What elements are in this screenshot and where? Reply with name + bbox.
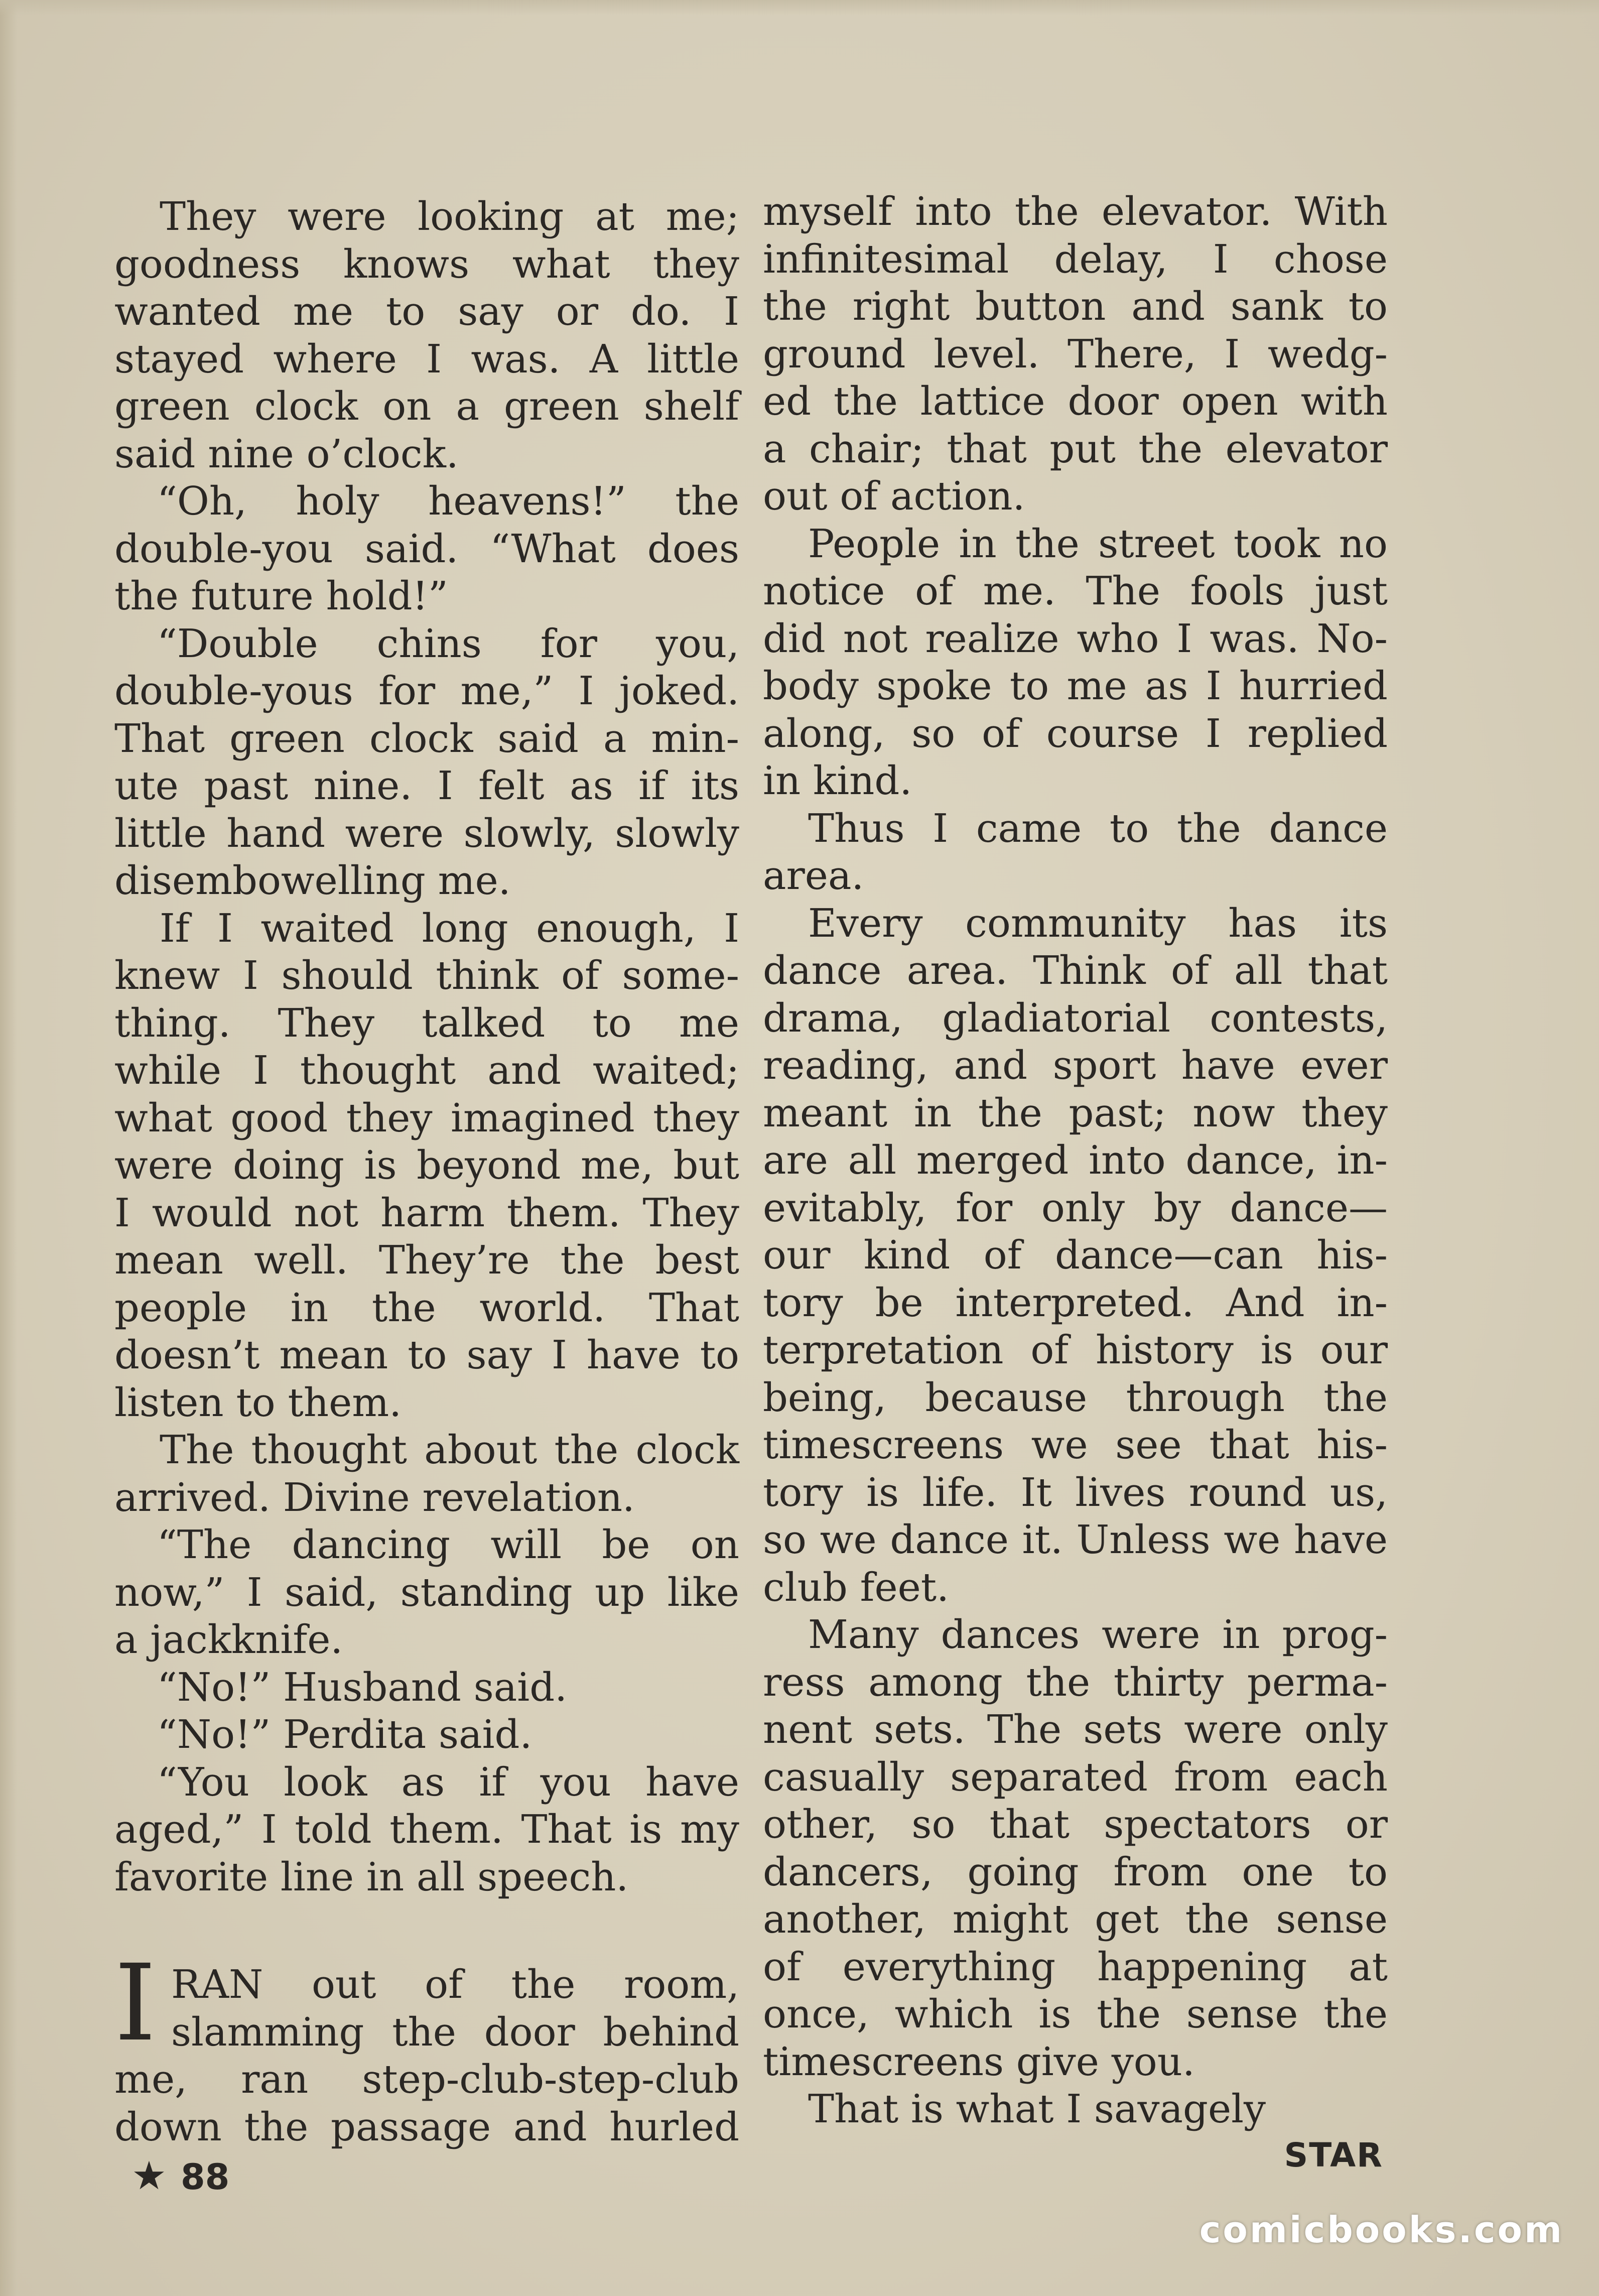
text-line: tory be interpreted. And in- [763, 1280, 1388, 1326]
text-line: a chair; that put the elevator [763, 426, 1388, 472]
page-top-shadow [0, 0, 1599, 15]
text-line: in kind. [763, 758, 912, 804]
text-line: ed the lattice door open with [763, 379, 1388, 424]
text-line: goodness knows what they [114, 241, 739, 287]
text-line: the future hold!” [114, 574, 448, 619]
section-lines [114, 1942, 739, 2151]
text-line: Many dances were in prog- [808, 1612, 1388, 1657]
text-line: terpretation of history is our [763, 1328, 1388, 1373]
text-line: did not realize who I was. No- [763, 616, 1388, 662]
left-text-column [114, 193, 739, 2151]
text-line: timescreens give you. [763, 2039, 1195, 2085]
text-line: “No!” Husband said. [157, 1665, 567, 1710]
text-line: so we dance it. Unless we have [763, 1517, 1388, 1563]
drop-cap: I [114, 1942, 156, 2065]
text-line: If I waited long enough, I [160, 906, 739, 951]
text-line: of everything happening at [763, 1944, 1388, 1990]
page-folio [131, 2153, 229, 2199]
text-line: me, ran step-club-step-club [114, 2057, 739, 2102]
text-line: People in the street took no [808, 521, 1388, 567]
text-line: nent sets. The sets were only [763, 1707, 1388, 1752]
left-column-lines [114, 193, 739, 1901]
text-line: other, so that spectators or [763, 1802, 1388, 1847]
text-line: meant in the past; now they [763, 1090, 1388, 1136]
text-line: Every community has its [808, 901, 1388, 946]
text-line: That is what I savagely [808, 2087, 1266, 2132]
text-line: once, which is the sense the [763, 1992, 1388, 2037]
text-line: dance area. Think of all that [763, 948, 1388, 993]
text-line: what good they imagined they [114, 1095, 739, 1141]
section-break-paragraph [114, 1942, 739, 2151]
text-line: out of action. [763, 474, 1025, 519]
text-line: area. [763, 853, 864, 899]
text-line: myself into the elevator. With [763, 189, 1388, 234]
text-line: ute past nine. I felt as if its [114, 763, 739, 809]
page-edge-shadow [0, 0, 17, 2296]
text-line: favorite line in all speech. [114, 1854, 629, 1900]
text-line: infinitesimal delay, I chose [763, 236, 1388, 282]
text-line: That green clock said a min- [114, 716, 739, 761]
text-line: are all merged into dance, in- [763, 1138, 1388, 1183]
text-line: while I thought and waited; [114, 1048, 739, 1093]
text-line: a jackknife. [114, 1617, 343, 1663]
text-line: along, so of course I replied [763, 711, 1388, 756]
page-number: 88 [180, 2156, 230, 2198]
text-line: wanted me to say or do. I [114, 289, 739, 334]
text-line: down the passage and hurled [114, 2104, 739, 2150]
text-line: said nine o’clock. [114, 431, 459, 477]
running-head: STAR [1284, 2136, 1383, 2175]
text-line: “No!” Perdita said. [157, 1712, 532, 1757]
text-line: doesn’t mean to say I have to [114, 1333, 739, 1378]
text-line: Thus I came to the dance [808, 806, 1388, 851]
text-line: being, because through the [763, 1375, 1388, 1421]
text-line: thing. They talked to me [114, 1000, 739, 1046]
star-icon: ★ [131, 2153, 167, 2199]
text-line: little hand were slowly, slowly [114, 811, 739, 856]
text-line: casually separated from each [763, 1754, 1388, 1800]
text-line: were doing is beyond me, but [114, 1143, 739, 1188]
text-line: people in the world. That [114, 1285, 739, 1331]
text-line: club feet. [763, 1565, 949, 1610]
watermark: comicbooks.com [1199, 2209, 1564, 2251]
text-line: I would not harm them. They [114, 1190, 739, 1236]
text-line: “Oh, holy heavens!” the [157, 479, 739, 524]
text-line: “The dancing will be on [157, 1522, 739, 1568]
text-line: “Double chins for you, [157, 621, 739, 667]
text-line: evitably, for only by dance— [763, 1185, 1388, 1231]
right-text-column [763, 188, 1388, 2133]
text-line: notice of me. The fools just [763, 569, 1388, 614]
text-line: the right button and sank to [763, 284, 1388, 329]
text-line: timescreens we see that his- [763, 1423, 1388, 1468]
text-line: green clock on a green shelf [114, 384, 739, 429]
text-line: “You look as if you have [157, 1759, 739, 1805]
text-line: stayed where I was. A little [114, 336, 739, 382]
text-line: now,” I said, standing up like [114, 1570, 739, 1615]
text-line: ress among the thirty perma- [763, 1660, 1388, 1705]
right-column-lines [763, 188, 1388, 2133]
text-line: RAN out of the room, [171, 1962, 739, 2007]
text-line: body spoke to me as I hurried [763, 664, 1388, 709]
text-line: The thought about the clock [160, 1428, 739, 1473]
text-line: ground level. There, I wedg- [763, 331, 1388, 377]
text-line: slamming the door behind [171, 2009, 739, 2055]
text-line: drama, gladiatorial contests, [763, 995, 1388, 1041]
text-line: arrived. Divine revelation. [114, 1475, 635, 1520]
text-line: double-you said. “What does [114, 526, 739, 572]
text-line: another, might get the sense [763, 1897, 1388, 1942]
text-line: dancers, going from one to [763, 1849, 1388, 1895]
text-line: tory is life. It lives round us, [763, 1470, 1388, 1515]
text-line: listen to them. [114, 1380, 402, 1426]
text-line: double-yous for me,” I joked. [114, 669, 739, 714]
text-line: aged,” I told them. That is my [114, 1807, 739, 1852]
text-line: our kind of dance—can his- [763, 1233, 1388, 1278]
text-line: mean well. They’re the best [114, 1238, 739, 1283]
text-line: reading, and sport have ever [763, 1043, 1388, 1088]
text-line: knew I should think of some- [114, 953, 739, 998]
text-line: They were looking at me; [160, 194, 739, 239]
text-line: disembowelling me. [114, 858, 511, 904]
